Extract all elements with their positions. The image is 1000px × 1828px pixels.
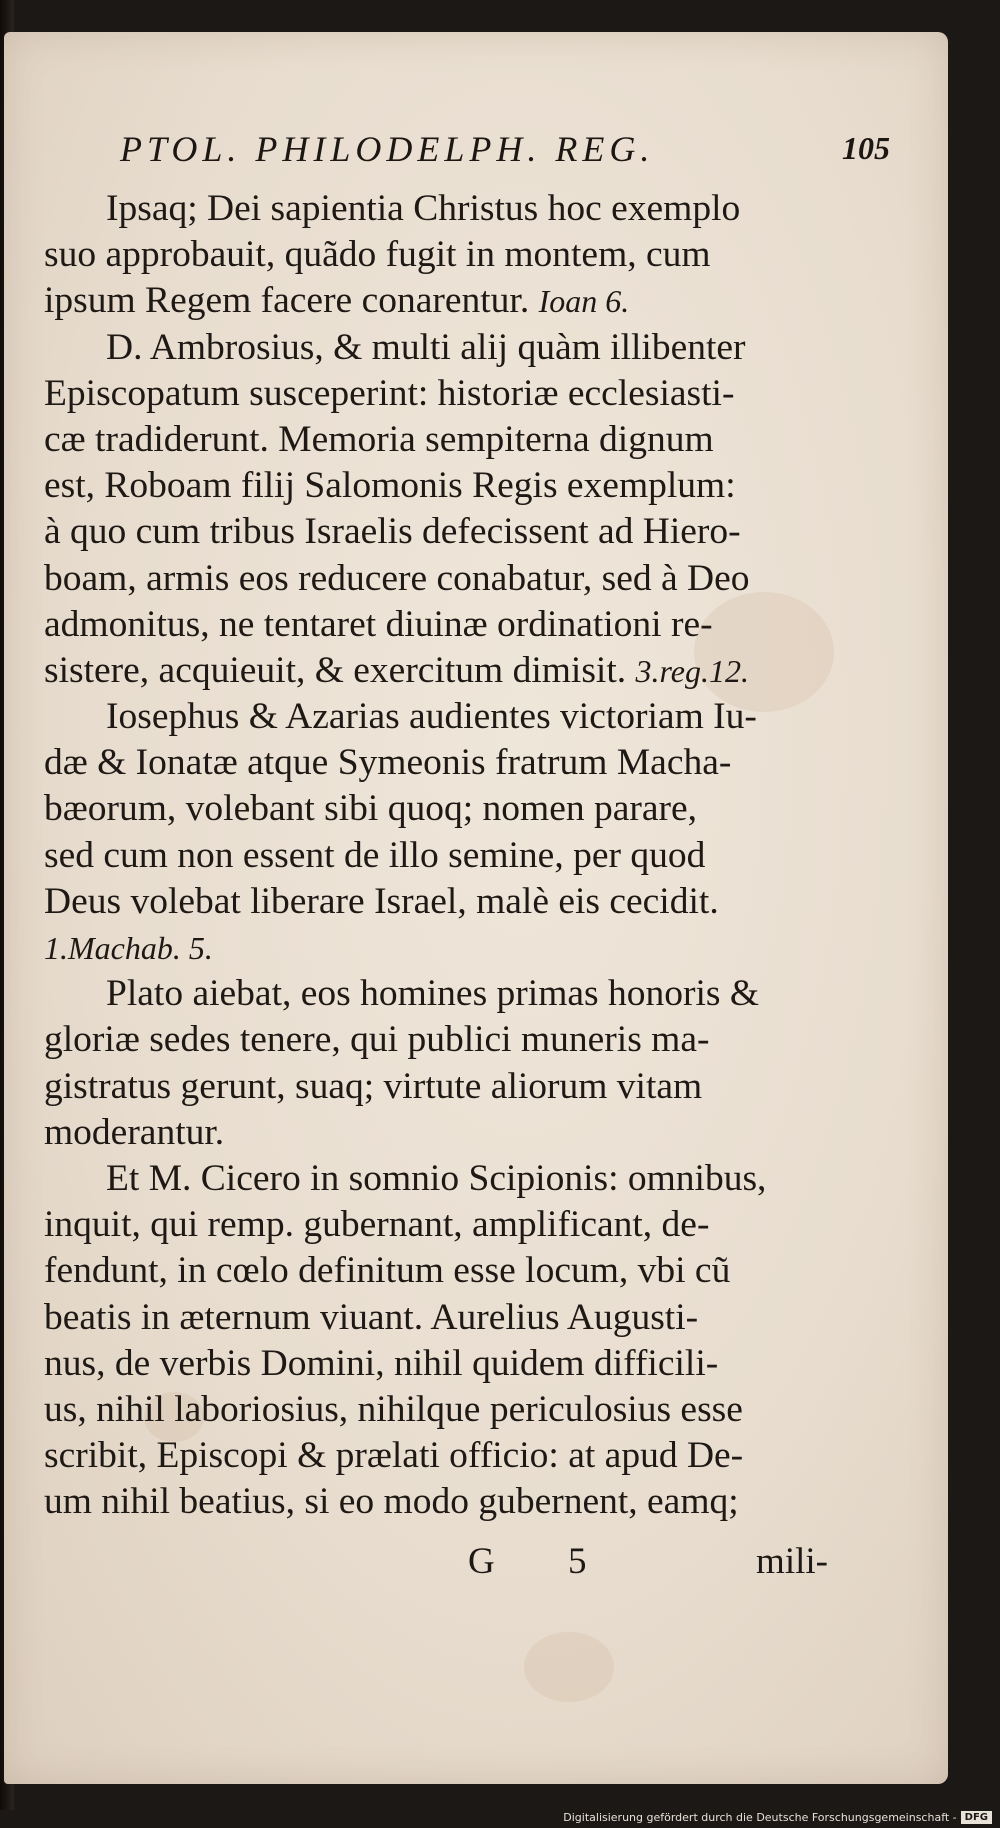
line-text: nus, de verbis Domini, nihil quidem difficili- — [44, 1342, 719, 1384]
line-text: bæorum, volebant sibi quoq; nomen parare, — [44, 788, 697, 830]
line-text: ipsum Regem facere conarentur. — [44, 280, 530, 322]
text-line — [44, 602, 824, 648]
catchword: mili- — [756, 1541, 828, 1582]
text-line — [44, 417, 824, 463]
line-text: cæ tradiderunt. Memoria sempiterna dignum — [44, 418, 714, 460]
dfg-logo: DFG — [961, 1811, 992, 1824]
text-line — [44, 278, 824, 324]
text-line — [44, 786, 824, 832]
line-text: boam, armis eos reducere conabatur, sed à Deo — [44, 557, 750, 599]
text-line — [44, 1479, 824, 1525]
line-text: suo approbauit, quãdo fugit in montem, cum — [44, 234, 711, 276]
line-text: gistratus gerunt, suaq; virtute aliorum vitam — [44, 1065, 703, 1107]
page-footer — [44, 1540, 828, 1586]
text-line — [44, 1433, 824, 1479]
text-line — [44, 740, 824, 786]
signature-mark: G 5 — [468, 1541, 619, 1582]
text-line — [44, 371, 824, 417]
line-text: à quo cum tribus Israelis defecissent ad Hiero- — [44, 511, 741, 553]
text-line — [44, 925, 824, 971]
page-number: 105 — [842, 130, 890, 166]
text-line — [44, 1248, 824, 1294]
text-line — [44, 1017, 824, 1063]
text-line — [44, 879, 824, 925]
line-text: moderantur. — [44, 1111, 225, 1153]
text-line — [44, 509, 824, 555]
text-line — [44, 1295, 824, 1341]
line-text: admonitus, ne tentaret diuinæ ordinationi re- — [44, 603, 713, 645]
text-line — [44, 1110, 824, 1156]
text-line — [44, 1202, 824, 1248]
text-line — [44, 325, 824, 371]
foxing-stain — [524, 1632, 614, 1702]
line-text: inquit, qui remp. gubernant, amplificant, de- — [44, 1204, 710, 1246]
line-text: beatis in æternum viuant. Aurelius Augusti- — [44, 1296, 699, 1338]
text-line — [44, 1156, 824, 1202]
line-text: Deus volebat liberare Israel, malè eis cecidit. — [44, 880, 719, 922]
text-line — [44, 648, 824, 694]
text-line — [44, 463, 824, 509]
citation-reference: 1.Machab. 5. — [44, 930, 213, 966]
line-text: Iosephus & Azarias audientes victoriam Iu- — [106, 696, 757, 738]
text-line — [44, 833, 824, 879]
text-line — [44, 556, 824, 602]
text-line — [44, 971, 824, 1017]
text-line — [44, 186, 824, 232]
text-line — [44, 232, 824, 278]
line-text: Ipsaq; Dei sapientia Christus hoc exemplo — [106, 188, 741, 229]
line-text: gloriæ sedes tenere, qui publici muneris ma- — [44, 1019, 710, 1061]
line-text: dæ & Ionatæ atque Symeonis fratrum Macha- — [44, 742, 732, 784]
line-text: est, Roboam filij Salomonis Regis exemplum: — [44, 465, 736, 507]
text-line — [44, 694, 824, 740]
line-text: Episcopatum susceperint: historiæ ecclesiasti- — [44, 372, 735, 414]
line-text: D. Ambrosius, & multi alij quàm illibenter — [106, 326, 746, 368]
digitization-credit — [563, 1811, 992, 1824]
text-line — [44, 1387, 824, 1433]
text-line — [44, 1064, 824, 1110]
line-text: Plato aiebat, eos homines primas honoris & — [106, 973, 760, 1015]
line-text: us, nihil laboriosius, nihilque periculosius esse — [44, 1388, 743, 1430]
line-text: sed cum non essent de illo semine, per quod — [44, 834, 706, 876]
line-text: um nihil beatius, si eo modo gubernent, eamq; — [44, 1481, 739, 1523]
line-text: scribit, Episcopi & prælati officio: at apud De- — [44, 1435, 744, 1477]
citation-reference: Ioan 6. — [538, 283, 630, 320]
running-head: PTOL. PHILODELPH. REG. — [120, 129, 655, 169]
body-text — [44, 186, 824, 1525]
text-line — [44, 1341, 824, 1387]
line-text: fendunt, in cœlo definitum esse locum, vbi cũ — [44, 1250, 731, 1292]
page-header — [120, 128, 890, 172]
citation-reference: 3.reg.12. — [635, 652, 749, 689]
credit-text: Digitalisierung gefördert durch die Deutsche Forschungsgemeinschaft - — [563, 1811, 957, 1824]
line-text: sistere, acquieuit, & exercitum dimisit. — [44, 649, 627, 691]
line-text: Et M. Cicero in somnio Scipionis: omnibus, — [106, 1157, 767, 1199]
